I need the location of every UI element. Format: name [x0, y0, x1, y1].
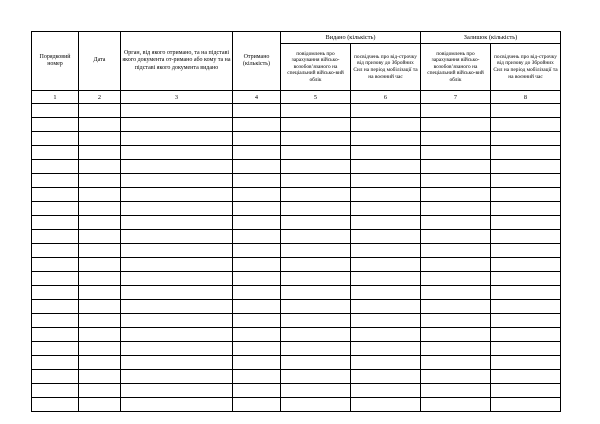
column-number: 2 — [79, 91, 121, 104]
table-cell[interactable] — [79, 188, 121, 202]
table-cell[interactable] — [351, 202, 421, 216]
table-cell[interactable] — [281, 286, 351, 300]
table-cell[interactable] — [421, 300, 491, 314]
table-cell[interactable] — [351, 118, 421, 132]
table-cell[interactable] — [491, 258, 561, 272]
column-number: 5 — [281, 91, 351, 104]
header-remaining-certificates: посвідчень про від-строчку від призову до Збройних Сил на період мобілізації та на воєнний час — [491, 44, 561, 91]
table-cell[interactable] — [79, 286, 121, 300]
table-cell[interactable] — [32, 398, 79, 412]
table-cell[interactable] — [351, 328, 421, 342]
table-cell[interactable] — [121, 286, 233, 300]
table-cell[interactable] — [491, 146, 561, 160]
table-row — [32, 384, 561, 398]
table-cell[interactable] — [491, 328, 561, 342]
table-cell[interactable] — [281, 314, 351, 328]
table-cell[interactable] — [32, 244, 79, 258]
table-cell[interactable] — [281, 384, 351, 398]
table-cell[interactable] — [281, 132, 351, 146]
header-issued-group: Видано (кількість) — [281, 32, 421, 44]
table-cell[interactable] — [351, 160, 421, 174]
table-cell[interactable] — [421, 258, 491, 272]
table-cell[interactable] — [79, 132, 121, 146]
table-cell[interactable] — [281, 272, 351, 286]
table-cell[interactable] — [421, 160, 491, 174]
table-cell[interactable] — [351, 314, 421, 328]
table-cell[interactable] — [351, 216, 421, 230]
table-cell[interactable] — [421, 118, 491, 132]
table-row — [32, 118, 561, 132]
table-cell[interactable] — [32, 132, 79, 146]
table-cell[interactable] — [281, 188, 351, 202]
table-cell[interactable] — [421, 230, 491, 244]
table-cell[interactable] — [79, 216, 121, 230]
table-cell[interactable] — [351, 132, 421, 146]
table-cell[interactable] — [421, 244, 491, 258]
column-number: 7 — [421, 91, 491, 104]
table-cell[interactable] — [121, 160, 233, 174]
table-cell[interactable] — [233, 118, 281, 132]
table-cell[interactable] — [421, 216, 491, 230]
table-cell[interactable] — [32, 188, 79, 202]
table-cell[interactable] — [281, 244, 351, 258]
table-cell[interactable] — [491, 300, 561, 314]
table-cell[interactable] — [351, 230, 421, 244]
table-cell[interactable] — [233, 174, 281, 188]
table-cell[interactable] — [421, 188, 491, 202]
table-row — [32, 104, 561, 118]
table-cell[interactable] — [351, 244, 421, 258]
table-cell[interactable] — [233, 342, 281, 356]
register-table — [31, 31, 561, 412]
table-cell[interactable] — [32, 104, 79, 118]
table-cell[interactable] — [121, 118, 233, 132]
table-cell[interactable] — [233, 230, 281, 244]
table-cell[interactable] — [79, 370, 121, 384]
table-cell[interactable] — [79, 300, 121, 314]
table-row — [32, 342, 561, 356]
column-number: 3 — [121, 91, 233, 104]
table-cell[interactable] — [351, 104, 421, 118]
table-cell[interactable] — [79, 146, 121, 160]
column-number: 6 — [351, 91, 421, 104]
table-cell[interactable] — [121, 132, 233, 146]
table-cell[interactable] — [491, 202, 561, 216]
table-cell[interactable] — [79, 258, 121, 272]
table-cell[interactable] — [421, 370, 491, 384]
table-cell[interactable] — [79, 328, 121, 342]
table-cell[interactable] — [121, 272, 233, 286]
header-remaining-notices: повідомлень про зарахування військо-возобов’язаного на спеціальний військо-вий облік — [421, 44, 491, 91]
table-row — [32, 356, 561, 370]
table-cell[interactable] — [491, 356, 561, 370]
table-cell[interactable] — [121, 328, 233, 342]
table-cell[interactable] — [351, 356, 421, 370]
table-cell[interactable] — [281, 202, 351, 216]
table-cell[interactable] — [121, 202, 233, 216]
table-cell[interactable] — [121, 244, 233, 258]
table-cell[interactable] — [281, 160, 351, 174]
table-cell[interactable] — [79, 314, 121, 328]
table-cell[interactable] — [491, 230, 561, 244]
table-cell[interactable] — [32, 160, 79, 174]
table-row — [32, 202, 561, 216]
table-cell[interactable] — [421, 272, 491, 286]
table-cell[interactable] — [121, 342, 233, 356]
table-cell[interactable] — [121, 384, 233, 398]
table-row — [32, 258, 561, 272]
table-cell[interactable] — [121, 398, 233, 412]
table-cell[interactable] — [491, 174, 561, 188]
table-cell[interactable] — [281, 104, 351, 118]
table-cell[interactable] — [281, 118, 351, 132]
table-cell[interactable] — [233, 286, 281, 300]
table-cell[interactable] — [233, 146, 281, 160]
table-row — [32, 300, 561, 314]
table-cell[interactable] — [281, 356, 351, 370]
table-row — [32, 160, 561, 174]
column-number: 4 — [233, 91, 281, 104]
table-cell[interactable] — [281, 230, 351, 244]
table-cell[interactable] — [233, 132, 281, 146]
table-cell[interactable] — [491, 342, 561, 356]
column-number-row — [32, 91, 561, 104]
table-cell[interactable] — [121, 314, 233, 328]
table-row — [32, 244, 561, 258]
table-cell[interactable] — [233, 384, 281, 398]
table-cell[interactable] — [233, 160, 281, 174]
table-cell[interactable] — [281, 146, 351, 160]
header-issued-certificates: посвідчень про від-строчку від призову до Збройних Сил на період мобілізації та на воєнний час — [351, 44, 421, 91]
table-cell[interactable] — [491, 370, 561, 384]
table-cell[interactable] — [32, 258, 79, 272]
table-cell[interactable] — [421, 328, 491, 342]
table-cell[interactable] — [233, 356, 281, 370]
table-cell[interactable] — [79, 230, 121, 244]
table-cell[interactable] — [233, 272, 281, 286]
table-cell[interactable] — [491, 118, 561, 132]
header-source: Орган, від якого отримано, та на підставі якого документа от-римано або кому та на підставі якого документа видано — [121, 32, 233, 91]
table-cell[interactable] — [351, 342, 421, 356]
table-cell[interactable] — [281, 370, 351, 384]
table-cell[interactable] — [233, 300, 281, 314]
table-row — [32, 314, 561, 328]
table-cell[interactable] — [491, 398, 561, 412]
table-cell[interactable] — [491, 216, 561, 230]
table-cell[interactable] — [421, 146, 491, 160]
table-cell[interactable] — [32, 174, 79, 188]
table-cell[interactable] — [351, 272, 421, 286]
table-cell[interactable] — [79, 202, 121, 216]
header-order-number: Порядковий номер — [32, 32, 79, 91]
header-remaining-group: Залишок (кількість) — [421, 32, 561, 44]
table-cell[interactable] — [491, 314, 561, 328]
table-cell[interactable] — [79, 244, 121, 258]
table-cell[interactable] — [421, 174, 491, 188]
table-cell[interactable] — [351, 146, 421, 160]
table-cell[interactable] — [32, 370, 79, 384]
table-cell[interactable] — [281, 398, 351, 412]
table-cell[interactable] — [32, 342, 79, 356]
table-cell[interactable] — [491, 188, 561, 202]
table-cell[interactable] — [121, 216, 233, 230]
table-cell[interactable] — [79, 342, 121, 356]
table-cell[interactable] — [421, 202, 491, 216]
table-cell[interactable] — [491, 160, 561, 174]
table-cell[interactable] — [121, 188, 233, 202]
table-row — [32, 286, 561, 300]
table-cell[interactable] — [491, 132, 561, 146]
table-cell[interactable] — [32, 118, 79, 132]
table-cell[interactable] — [79, 356, 121, 370]
table-cell[interactable] — [32, 202, 79, 216]
table-cell[interactable] — [421, 342, 491, 356]
column-number: 8 — [491, 91, 561, 104]
column-number: 1 — [32, 91, 79, 104]
table-row — [32, 230, 561, 244]
header-issued-notices: повідомлень про зарахування військо-возобов’язаного на спеціальний військо-вий облік — [281, 44, 351, 91]
table-cell[interactable] — [351, 384, 421, 398]
table-cell[interactable] — [281, 258, 351, 272]
table-cell[interactable] — [233, 202, 281, 216]
table-cell[interactable] — [233, 314, 281, 328]
table-cell[interactable] — [233, 244, 281, 258]
table-cell[interactable] — [32, 328, 79, 342]
table-cell[interactable] — [421, 398, 491, 412]
table-cell[interactable] — [79, 272, 121, 286]
table-row — [32, 174, 561, 188]
table-cell[interactable] — [421, 286, 491, 300]
table-cell[interactable] — [421, 384, 491, 398]
table-cell[interactable] — [491, 244, 561, 258]
table-cell[interactable] — [79, 384, 121, 398]
header-received: Отримано (кількість) — [233, 32, 281, 91]
table-cell[interactable] — [491, 104, 561, 118]
table-cell[interactable] — [233, 370, 281, 384]
table-cell[interactable] — [491, 272, 561, 286]
table-row — [32, 328, 561, 342]
table-cell[interactable] — [121, 370, 233, 384]
table-cell[interactable] — [281, 174, 351, 188]
table-cell[interactable] — [32, 146, 79, 160]
table-cell[interactable] — [351, 286, 421, 300]
table-cell[interactable] — [32, 216, 79, 230]
table-row — [32, 398, 561, 412]
table-cell[interactable] — [233, 328, 281, 342]
table-cell[interactable] — [421, 132, 491, 146]
table-cell[interactable] — [233, 258, 281, 272]
table-row — [32, 370, 561, 384]
table-cell[interactable] — [121, 300, 233, 314]
table-cell[interactable] — [233, 398, 281, 412]
table-row — [32, 216, 561, 230]
header-date: Дата — [79, 32, 121, 91]
table-cell[interactable] — [281, 300, 351, 314]
table-cell[interactable] — [32, 286, 79, 300]
table-cell[interactable] — [421, 104, 491, 118]
table-cell[interactable] — [121, 146, 233, 160]
table-cell[interactable] — [32, 356, 79, 370]
table-row — [32, 146, 561, 160]
table-cell[interactable] — [121, 230, 233, 244]
table-cell[interactable] — [121, 258, 233, 272]
table-cell[interactable] — [351, 174, 421, 188]
table-cell[interactable] — [421, 356, 491, 370]
table-cell[interactable] — [351, 188, 421, 202]
table-cell[interactable] — [32, 300, 79, 314]
table-cell[interactable] — [351, 398, 421, 412]
table-cell[interactable] — [233, 188, 281, 202]
table-cell[interactable] — [32, 384, 79, 398]
table-cell[interactable] — [233, 104, 281, 118]
table-cell[interactable] — [233, 216, 281, 230]
table-cell[interactable] — [121, 174, 233, 188]
table-row — [32, 272, 561, 286]
table-cell[interactable] — [121, 104, 233, 118]
table-cell[interactable] — [79, 118, 121, 132]
table-cell[interactable] — [351, 370, 421, 384]
register-body — [32, 104, 561, 412]
table-cell[interactable] — [32, 230, 79, 244]
table-cell[interactable] — [32, 272, 79, 286]
table-cell[interactable] — [79, 104, 121, 118]
table-cell[interactable] — [281, 216, 351, 230]
table-row — [32, 188, 561, 202]
table-cell[interactable] — [351, 258, 421, 272]
table-cell[interactable] — [79, 160, 121, 174]
table-cell[interactable] — [491, 286, 561, 300]
table-cell[interactable] — [281, 342, 351, 356]
table-cell[interactable] — [79, 398, 121, 412]
table-cell[interactable] — [281, 328, 351, 342]
table-cell[interactable] — [421, 314, 491, 328]
table-cell[interactable] — [79, 174, 121, 188]
table-row — [32, 132, 561, 146]
table-cell[interactable] — [32, 314, 79, 328]
table-cell[interactable] — [351, 300, 421, 314]
table-cell[interactable] — [491, 384, 561, 398]
table-cell[interactable] — [121, 356, 233, 370]
